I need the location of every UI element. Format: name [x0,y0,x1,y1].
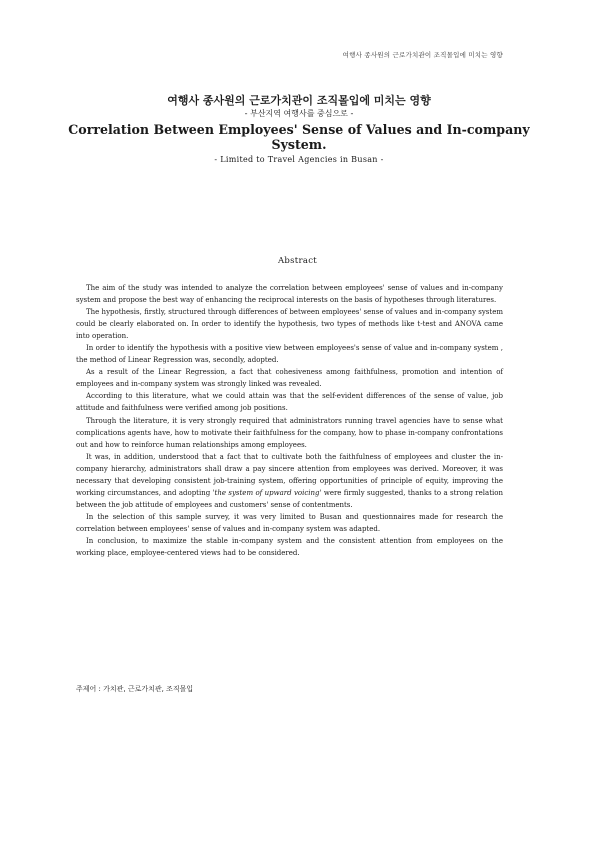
english-title [60,122,538,152]
english-title-line2: System. [271,137,327,152]
abstract-paragraph: In conclusion, to maximize the stable in-company system and the consistent attention from employees on the working place, employee-centered views had to be considered. [76,536,503,558]
abstract-body [76,282,503,559]
english-subtitle: - Limited to Travel Agencies in Busan - [214,155,384,164]
korean-subtitle: - 부산지역 여행사를 중심으로 - [244,109,354,118]
english-title-line1: Correlation Between Employees' Sense of Values and In-company [68,122,530,137]
running-header: 여행사 종사원의 근로가치관이 조직몰입에 미치는 영향 [342,51,503,59]
keywords: 주제어 : 가치관, 근로가치관, 조직몰입 [76,685,194,693]
abstract-paragraph: In order to identify the hypothesis with a positive view between employees's sense of value and in-company system , the method of Linear Regression was, secondly, adopted. [76,344,503,365]
title-block [60,94,538,165]
abstract-paragraph: Through the literature, it is very strongly required that administrators running travel agencies have to sense what complications agents have, how to motivate their faithfulness for the company, how to phase in-company confrontations out and how to reinforce human relationships among employees. [76,416,503,449]
emphasized-term: the system of upward voicing [214,488,320,497]
abstract-paragraph: The aim of the study was intended to analyze the correlation between employees' sense of values and in-company system and propose the best way of enhancing the reciprocal interests on the basis of hypotheses through literatures. [76,284,503,305]
abstract-paragraph: In the selection of this sample survey, it was very limited to Busan and questionnaires made for research the correlation between employees' sense of values and in-company system was adapted. [76,512,503,533]
abstract-text: It was, in addition, understood that a fact that to cultivate both the faithfulness of employees and cluster the in-company hierarchy, administrators shall draw a pay sincere attention from employees was derived. Moreover, it was necessary that developing consistent job-training system, offering opportunities of principle of equity, improving the working circumstances, and adopting ' [76,452,503,497]
abstract-paragraph [76,451,503,511]
abstract-paragraph: As a result of the Linear Regression, a fact that cohesiveness among faithfulness, promotion and intention of employees and in-company system was strongly linked was revealed. [76,368,503,389]
korean-title: 여행사 종사원의 근로가치관이 조직몰입에 미치는 영향 [167,94,431,107]
abstract-paragraph: The hypothesis, firstly, structured through differences of between employees' sense of values and in-company system could be clearly elaborated on. In order to identify the hypothesis, two types of methods like t-test and ANOVA came into operation. [76,308,503,341]
abstract-paragraph: According to this literature, what we could attain was that the self-evident differences of the sense of value, job attitude and faithfulness were verified among job positions. [76,392,503,413]
abstract-heading: Abstract [277,256,318,266]
abstract-text: ' were firmly suggested, thanks to a strong relation between the job attitude of employees and customers' sense of contentments. [76,488,503,509]
